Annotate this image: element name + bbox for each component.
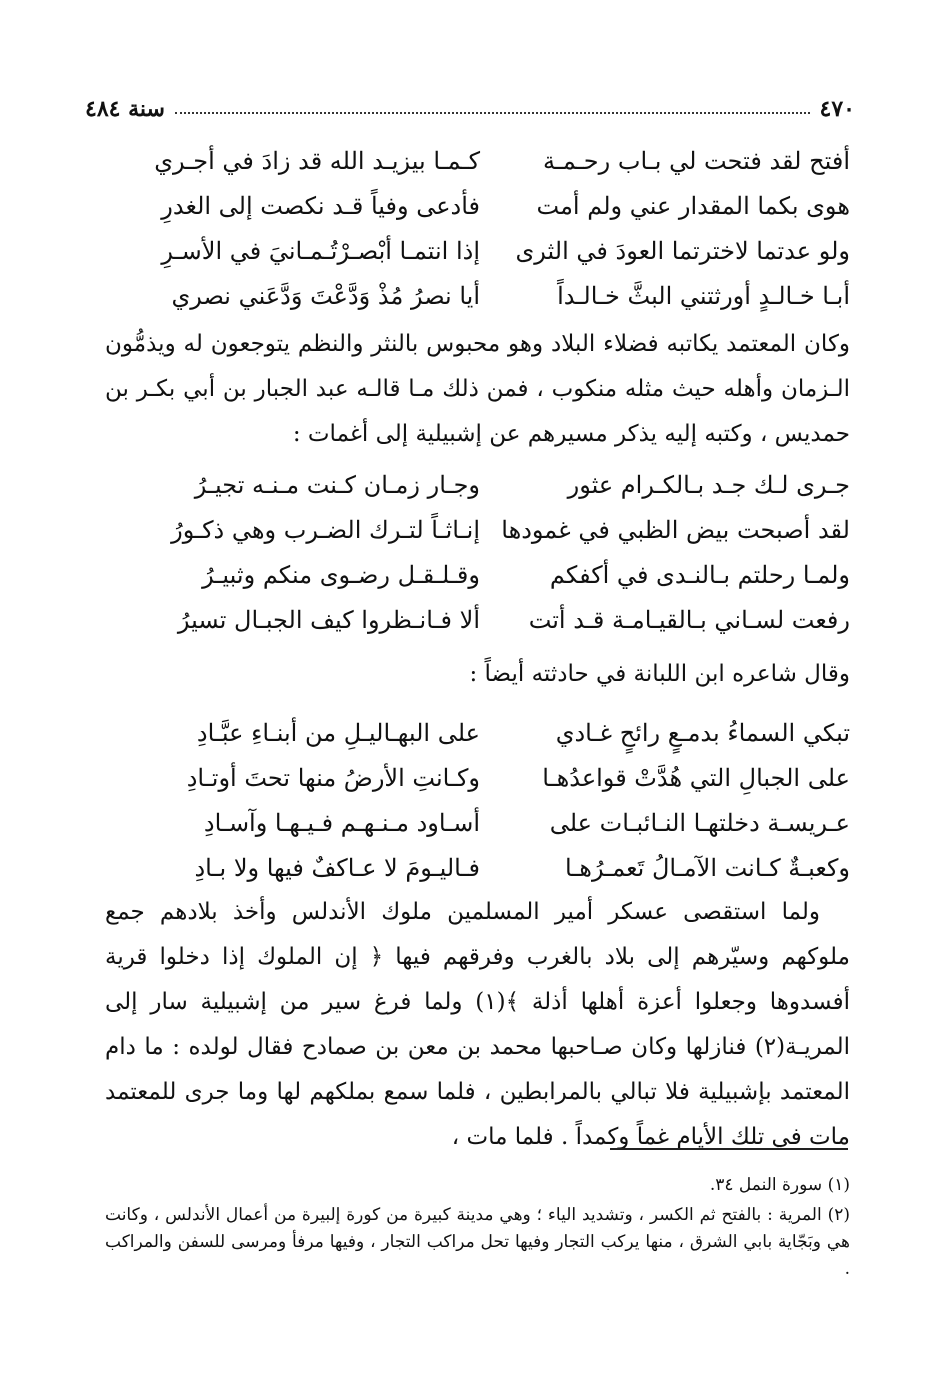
- verse-second-hemistich: أسـاود مـنـهـم فـيـهـا وآسـادِ: [203, 808, 480, 837]
- verse-line: [150, 552, 850, 597]
- verse-line: [150, 710, 850, 755]
- footnote-separator: [610, 1148, 848, 1150]
- verse-first-hemistich: ولو عدتما لاخترتما العودَ في الثرى: [515, 236, 850, 265]
- verse-second-hemistich: وقـلـقـل رضـوى منكم وثبيـرُ: [202, 560, 480, 589]
- paragraph-3: ولما استقصى عسكر أمير المسلمين ملوك الأندلس وأخذ بلادهم جمع ملوكهم وسيّرهم إلى بلاد بالغرب وفرقهم فيها ﴿ إن الملوك إذا دخلوا قرية أفسدوها وجعلوا أعزة أهلها أذلة ﴾(١) ولما فرغ سير من إشبيلية سار إلى المريـة(٢) فنازلها وكان صـاحبها محمد بن معن بن صمادح فقال لولده : ما دام المعتمد بإشبيلية فلا تبالي بالمرابطين ، فلما سمع بملكهم لها وما جرى للمعتمد مات في تلك الأيام غماً وكمداً . فلما مات ،: [105, 899, 850, 1150]
- running-head-year: سنة ٤٨٤: [85, 96, 165, 122]
- paragraph-1: وكان المعتمد يكاتبه فضلاء البلاد وهو محبوس بالنثر والنظم يتوجعون له ويذمُّون الـزمان وأهله حيث مثله منكوب ، فمن ذلك مـا قالـه عبد الجبار بن أبي بكـر بن حمديس ، وكتبه إليه يذكر مسيرهم عن إشبيلية إلى أغمات :: [105, 331, 851, 447]
- verse-second-hemistich: كـمـا بيزيـد الله قد زادَ في أجـري: [154, 146, 480, 175]
- verse-first-hemistich: ولمـا رحلتم بـالنـدى في أكفكم: [549, 560, 850, 589]
- verse-second-hemistich: وكـانتِ الأرضُ منها تحتَ أوتـادِ: [186, 763, 480, 792]
- page-number: ٤٧٠: [819, 96, 855, 122]
- verse-line: [150, 462, 850, 507]
- verse-first-hemistich: عـريسـة دخلتهـا النـائبـات على: [549, 808, 850, 837]
- verse-second-hemistich: إنـاثـاً لتـرك الضـرب وهي ذكـورُ: [171, 515, 480, 544]
- verse-first-hemistich: لقد أصبحت بيض الظبي في غمودها: [501, 515, 850, 544]
- verse-line: [150, 138, 850, 183]
- verse-line: [150, 800, 850, 845]
- verse-second-hemistich: على البهـاليـلِ من أبنـاءِ عبَّـادِ: [196, 718, 480, 747]
- verse-first-hemistich: على الجبالِ التي هُدَّتْ قواعدُهـا: [542, 763, 850, 792]
- verse-second-hemistich: ألا فـانـظروا كيف الجبـال تسيرُ: [177, 605, 480, 634]
- verse-second-hemistich: فأدعى وفياً قـد نكصت إلى الغدرِ: [161, 191, 480, 220]
- paragraph-2: وقال شاعره ابن اللبانة في حادثته أيضاً :: [469, 661, 850, 687]
- verse-first-hemistich: هوى بكما المقدار عني ولم أمت: [536, 191, 850, 220]
- header-dotted-leader: [175, 112, 810, 114]
- verse-line: [150, 228, 850, 273]
- poem-3: [150, 710, 850, 890]
- verse-first-hemistich: رفعت لسـاني بـالقيـامـة قـد أتت: [528, 605, 850, 634]
- footnote-2: (٢) المرية : بالفتح ثم الكسر ، وتشديد الياء ؛ وهي مدينة كبيرة من كورة إلبيرة من أعمال الأندلس ، وكانت هي وبَجّاية بابي الشرق ، منها يركب التجار وفيها تحل مراكب التجار ، وفيها مرفأ ومرسى للسفن والمراكب .: [105, 1205, 850, 1279]
- poem-1: [150, 138, 850, 318]
- verse-second-hemistich: إذا انتمـا أبْصـرْتُـمـانيَ في الأسـرِ: [161, 236, 480, 265]
- verse-line: [150, 597, 850, 642]
- verse-line: [150, 507, 850, 552]
- verse-line: [150, 183, 850, 228]
- verse-second-hemistich: وجـار زمـان كـنت مـنـه تجيـرُ: [194, 470, 480, 499]
- verse-line: [150, 755, 850, 800]
- verse-second-hemistich: فـاليـومَ لا عـاكفٌ فيها ولا بـادِ: [194, 853, 480, 882]
- verse-line: [150, 273, 850, 318]
- verse-first-hemistich: أفتح لقد فتحت لي بـاب رحـمـة: [542, 146, 850, 175]
- page-header: [85, 88, 855, 122]
- verse-second-hemistich: أيا نصرُ مُذْ وَدَّعْتَ وَدَّعَني نصري: [171, 281, 480, 310]
- verse-first-hemistich: تبكي السماءُ بدمـعٍ رائحٍ غـادي: [555, 718, 850, 747]
- verse-line: [150, 845, 850, 890]
- footnote-1: (١) سورة النمل ٣٤.: [709, 1175, 850, 1195]
- verse-first-hemistich: أبـا خـالـدٍ أورثتني البثَّ خـالـداً: [557, 281, 850, 310]
- verse-first-hemistich: جـرى لـك جـد بـالكـرام عثور: [567, 470, 850, 499]
- poem-2: [150, 462, 850, 642]
- verse-first-hemistich: وكعبـةٌ كـانت الآمـالُ تَعمـرُهـا: [564, 853, 850, 882]
